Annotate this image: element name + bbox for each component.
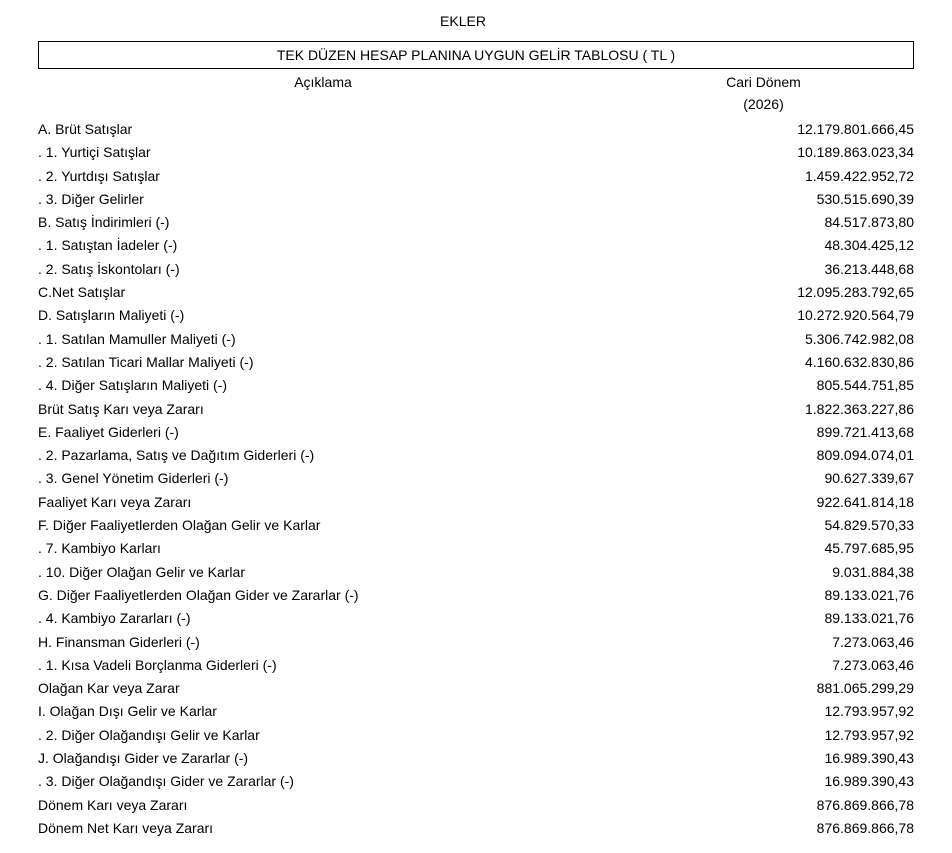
row-value: 876.869.866,78 xyxy=(816,819,914,836)
row-value: 89.133.021,76 xyxy=(824,586,914,603)
row-label: . 1. Satıştan İadeler (-) xyxy=(38,237,178,254)
table-row xyxy=(38,281,914,304)
row-label: Dönem Net Karı veya Zararı xyxy=(38,819,214,836)
table-row xyxy=(38,165,914,188)
table-row xyxy=(38,631,914,654)
table-row xyxy=(38,141,914,164)
table-row xyxy=(38,794,914,817)
row-value: 90.627.339,67 xyxy=(824,470,914,487)
table-row xyxy=(38,677,914,700)
table-row xyxy=(38,211,914,234)
row-label: Dönem Karı veya Zararı xyxy=(38,796,188,813)
row-value: 89.133.021,76 xyxy=(824,610,914,627)
row-label: . 2. Diğer Olağandışı Gelir ve Karlar xyxy=(38,726,260,743)
row-value: 10.272.920.564,79 xyxy=(797,307,914,324)
row-value: 10.189.863.023,34 xyxy=(797,144,914,161)
row-label: E. Faaliyet Giderleri (-) xyxy=(38,423,179,440)
row-label: J. Olağandışı Gider ve Zararlar (-) xyxy=(38,750,249,767)
row-value: 876.869.866,78 xyxy=(816,796,914,813)
row-value: 4.160.632.830,86 xyxy=(805,353,914,370)
table-row xyxy=(38,561,914,584)
row-value: 36.213.448,68 xyxy=(824,260,914,277)
row-label: B. Satış İndirimleri (-) xyxy=(38,214,170,231)
row-value: 12.793.957,92 xyxy=(824,703,914,720)
row-value: 899.721.413,68 xyxy=(816,423,914,440)
row-value: 922.641.814,18 xyxy=(816,493,914,510)
row-value: 809.094.074,01 xyxy=(816,447,914,464)
table-title: TEK DÜZEN HESAP PLANINA UYGUN GELİR TABLOSU ( TL ) xyxy=(38,41,914,69)
row-label: Olağan Kar veya Zarar xyxy=(38,680,180,697)
row-label: . 2. Satış İskontoları (-) xyxy=(38,260,180,277)
table-row xyxy=(38,258,914,281)
table-row xyxy=(38,304,914,327)
row-label: . 1. Yurtiçi Satışlar xyxy=(38,144,151,161)
table-row xyxy=(38,747,914,770)
row-label: G. Diğer Faaliyetlerden Olağan Gider ve Zararlar (-) xyxy=(38,586,359,603)
column-header-period: Cari Dönem xyxy=(726,74,801,90)
row-value: 12.793.957,92 xyxy=(824,726,914,743)
table-row xyxy=(38,351,914,374)
table-row xyxy=(38,770,914,793)
row-value: 54.829.570,33 xyxy=(824,517,914,534)
row-value: 9.031.884,38 xyxy=(832,563,914,580)
table-row xyxy=(38,421,914,444)
row-value: 16.989.390,43 xyxy=(824,773,914,790)
row-value: 5.306.742.982,08 xyxy=(805,330,914,347)
row-label: D. Satışların Maliyeti (-) xyxy=(38,307,185,324)
row-value: 530.515.690,39 xyxy=(816,190,914,207)
table-row xyxy=(38,467,914,490)
row-label: I. Olağan Dışı Gelir ve Karlar xyxy=(38,703,217,720)
table-row xyxy=(38,700,914,723)
row-label: . 4. Diğer Satışların Maliyeti (-) xyxy=(38,377,228,394)
table-row xyxy=(38,607,914,630)
row-label: H. Finansman Giderleri (-) xyxy=(38,633,200,650)
row-value: 48.304.425,12 xyxy=(824,237,914,254)
table-row xyxy=(38,374,914,397)
row-label: C.Net Satışlar xyxy=(38,284,126,301)
row-value: 45.797.685,95 xyxy=(824,540,914,557)
row-value: 805.544.751,85 xyxy=(816,377,914,394)
row-label: . 7. Kambiyo Karları xyxy=(38,540,161,557)
row-label: A. Brüt Satışlar xyxy=(38,121,133,137)
row-value: 84.517.873,80 xyxy=(824,214,914,231)
row-value: 16.989.390,43 xyxy=(824,750,914,767)
row-value: 12.095.283.792,65 xyxy=(797,284,914,301)
row-value: 881.065.299,29 xyxy=(816,680,914,697)
row-value: 1.459.422.952,72 xyxy=(805,167,914,184)
income-statement-rows xyxy=(38,118,914,840)
column-header-description: Açıklama xyxy=(294,74,352,90)
row-value: 7.273.063,46 xyxy=(832,633,914,650)
row-value: 1.822.363.227,86 xyxy=(805,400,914,417)
row-label: Brüt Satış Karı veya Zararı xyxy=(38,400,204,417)
table-row xyxy=(38,444,914,467)
row-label: . 3. Diğer Olağandışı Gider ve Zararlar (-) xyxy=(38,773,294,790)
row-label: . 3. Genel Yönetim Giderleri (-) xyxy=(38,470,229,487)
row-label: . 1. Kısa Vadeli Borçlanma Giderleri (-) xyxy=(38,656,277,673)
row-label: . 2. Yurtdışı Satışlar xyxy=(38,167,160,184)
row-label: . 10. Diğer Olağan Gelir ve Karlar xyxy=(38,563,245,580)
table-row xyxy=(38,328,914,351)
table-row xyxy=(38,234,914,257)
row-label: . 2. Satılan Ticari Mallar Maliyeti (-) xyxy=(38,353,254,370)
table-row xyxy=(38,817,914,840)
row-label: . 1. Satılan Mamuller Maliyeti (-) xyxy=(38,330,236,347)
row-value: 12.179.801.666,45 xyxy=(797,121,914,137)
table-row xyxy=(38,118,914,141)
table-row xyxy=(38,514,914,537)
table-row xyxy=(38,724,914,747)
row-value: 7.273.063,46 xyxy=(832,656,914,673)
row-label: . 2. Pazarlama, Satış ve Dağıtım Giderleri (-) xyxy=(38,447,315,464)
table-row xyxy=(38,537,914,560)
row-label: Faaliyet Karı veya Zararı xyxy=(38,493,192,510)
row-label: F. Diğer Faaliyetlerden Olağan Gelir ve Karlar xyxy=(38,517,321,534)
table-row xyxy=(38,188,914,211)
column-header-year: (2026) xyxy=(743,96,784,112)
table-row xyxy=(38,584,914,607)
page-title: EKLER xyxy=(440,13,486,29)
table-row xyxy=(38,491,914,514)
row-label: . 4. Kambiyo Zararları (-) xyxy=(38,610,191,627)
table-row xyxy=(38,398,914,421)
row-label: . 3. Diğer Gelirler xyxy=(38,190,144,207)
table-row xyxy=(38,654,914,677)
